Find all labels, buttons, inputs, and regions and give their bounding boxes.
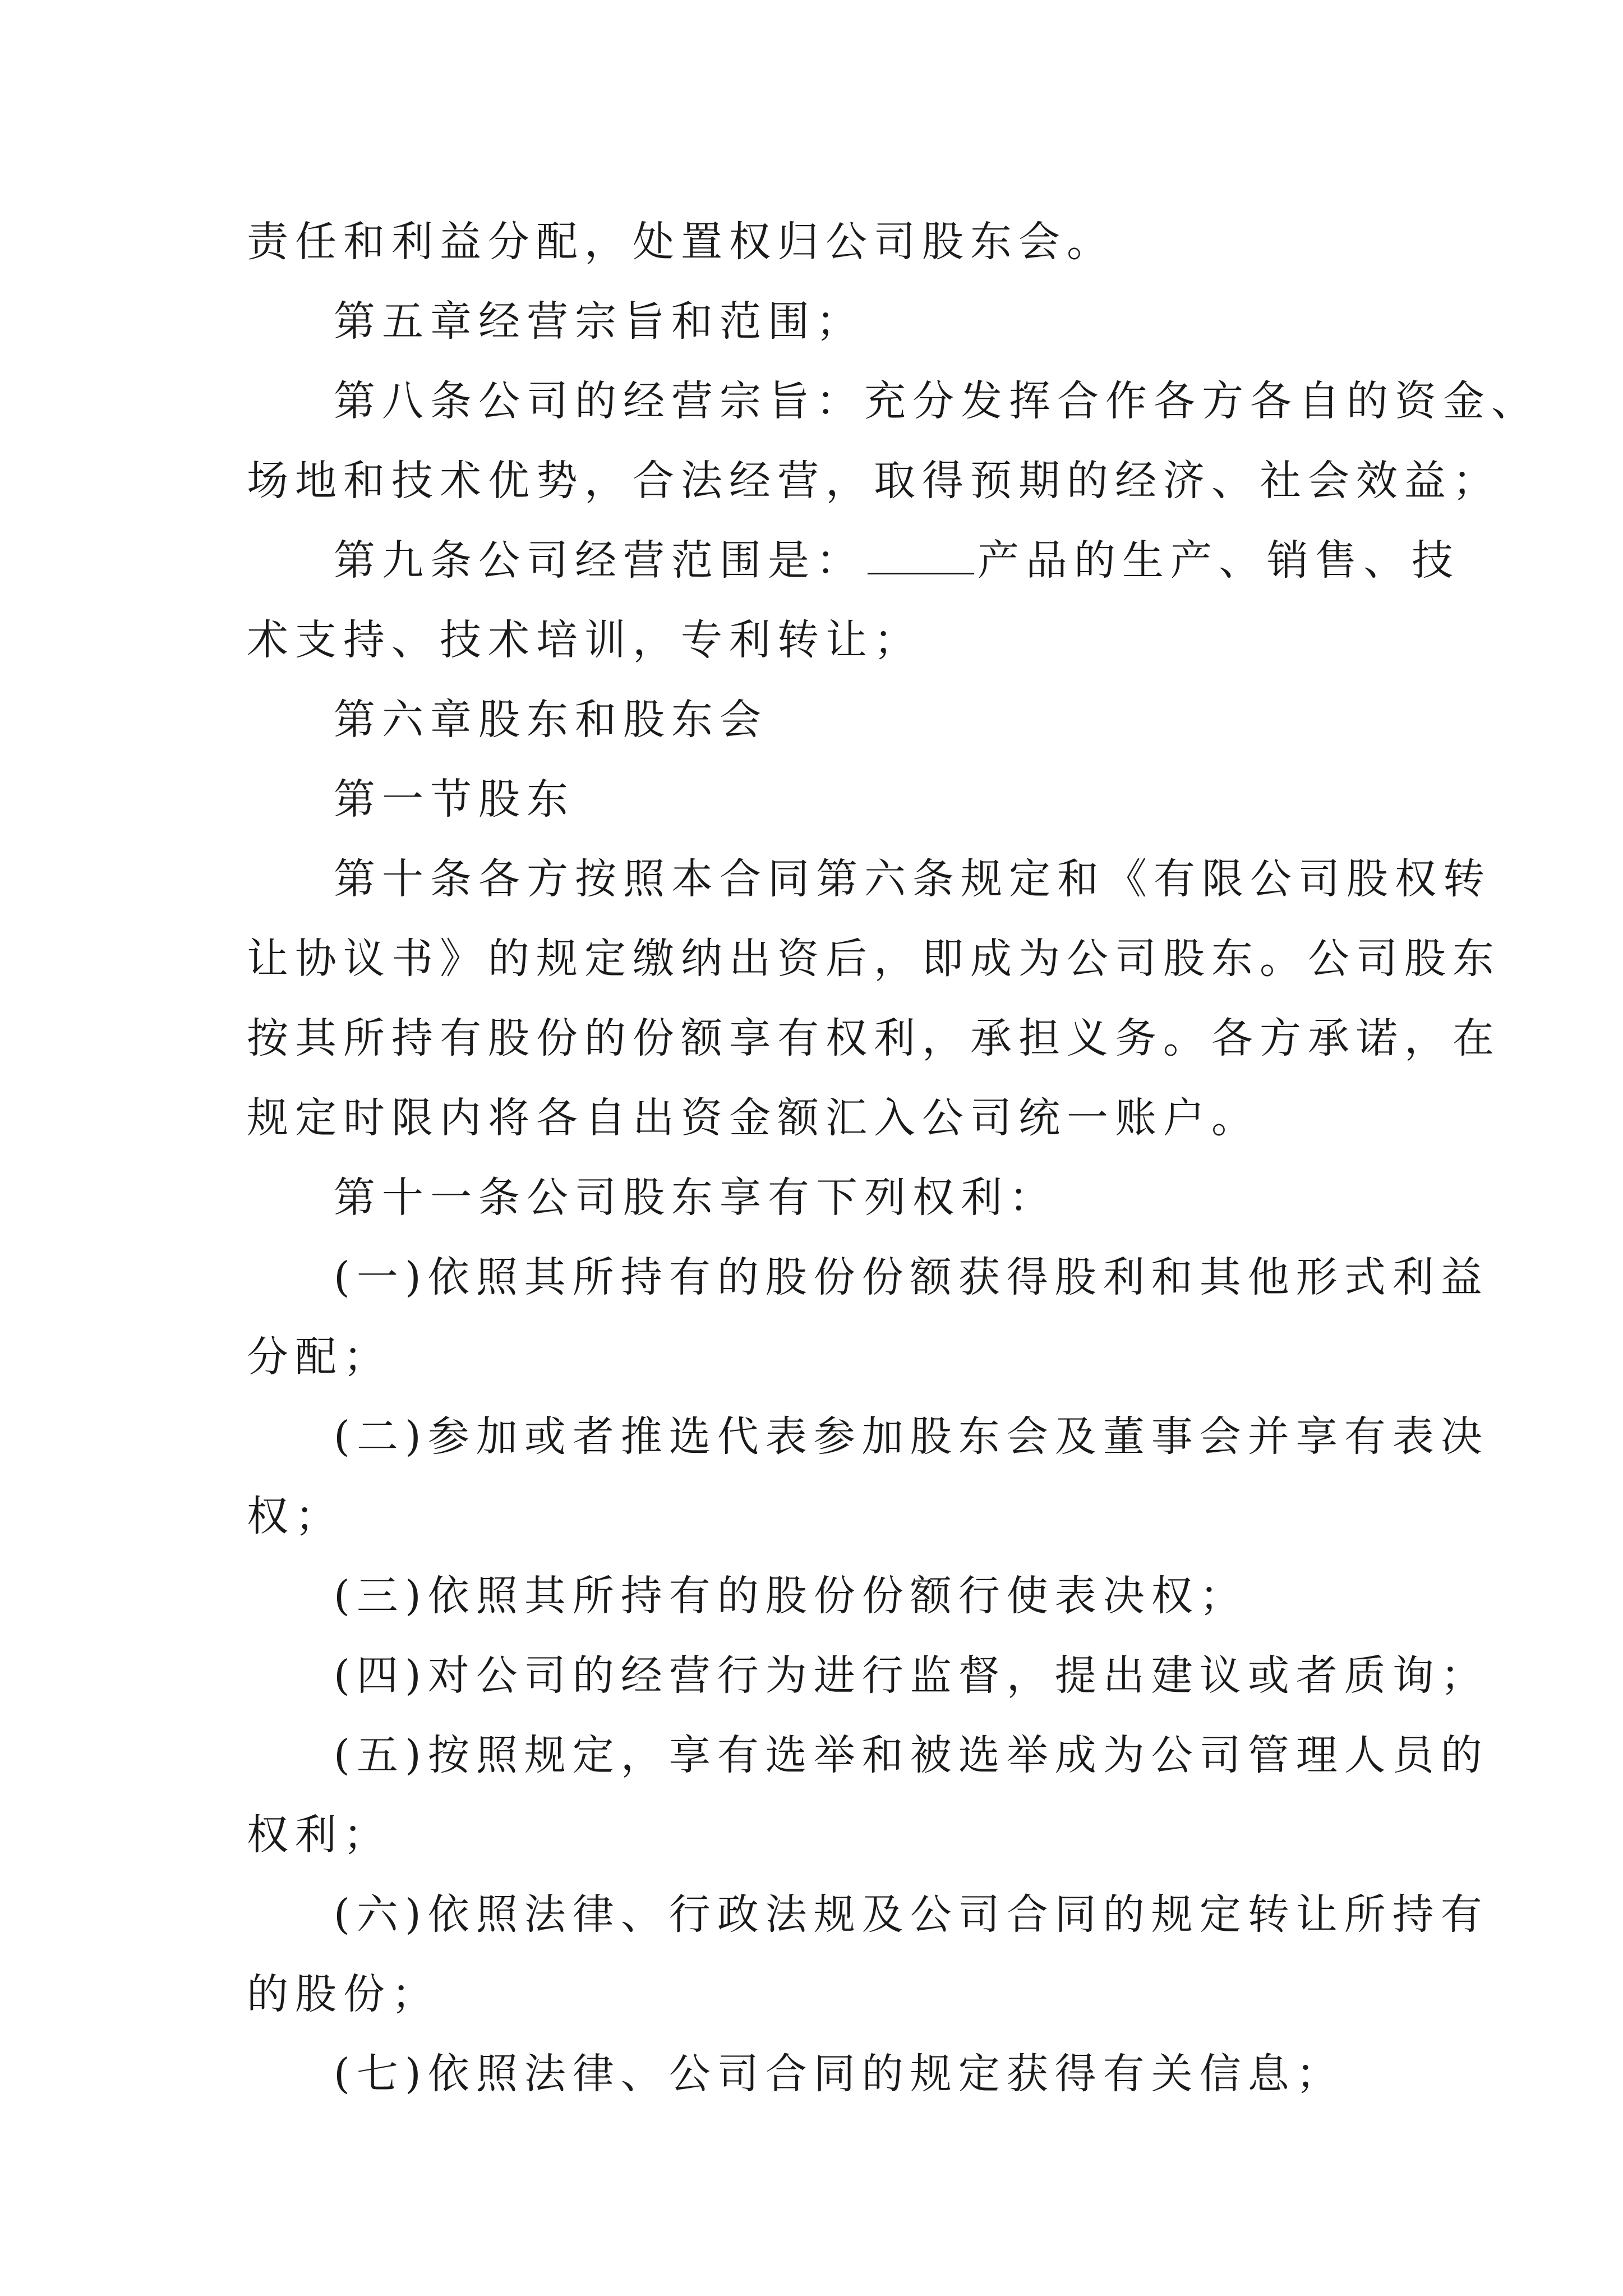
article-line: 第十条各方按照本合同第六条规定和《有限公司股权转 [334, 855, 1491, 903]
article-line: 第八条公司的经营宗旨：充分发挥合作各方各自的资金、 [334, 377, 1539, 425]
text-line: 术支持、技术培训，专利转让； [247, 616, 922, 664]
chapter-heading: 第五章经营宗旨和范围； [334, 297, 864, 346]
article-text: 第九条公司经营范围是： [334, 536, 864, 585]
list-item: (三)依照其所持有的股份份额行使表决权； [334, 1572, 1248, 1620]
text-line: 分配； [247, 1333, 391, 1381]
list-item: (四)对公司的经营行为进行监督，提出建议或者质询； [334, 1651, 1489, 1700]
text-line: 的股份； [247, 1970, 440, 2018]
text-line: 权利； [247, 1811, 391, 1859]
text-line: 规定时限内将各自出资金额汇入公司统一账户。 [247, 1094, 1260, 1142]
chapter-heading: 第六章股东和股东会 [334, 696, 768, 744]
article-text: 产品的生产、销售、技 [978, 536, 1460, 585]
section-heading: 第一节股东 [334, 775, 575, 823]
list-item: (七)依照法律、公司合同的规定获得有关信息； [334, 2050, 1344, 2098]
document-body [247, 202, 1539, 2114]
list-item: (二)参加或者推选代表参加股东会及董事会并享有表决 [334, 1412, 1489, 1461]
list-item: (一)依照其所持有的股份份额获得股利和其他形式利益 [334, 1253, 1489, 1301]
fill-in-blank [868, 533, 974, 574]
article-line: 第十一条公司股东享有下列权利： [334, 1174, 1057, 1222]
article-line-with-blank [247, 521, 1460, 600]
text-line: 按其所持有股份的份额享有权利，承担义务。各方承诺，在 [247, 1014, 1501, 1062]
text-line: 责任和利益分配，处置权归公司股东会。 [247, 218, 1115, 266]
list-item: (五)按照规定，享有选举和被选举成为公司管理人员的 [334, 1731, 1489, 1779]
text-line: 让协议书》的规定缴纳出资后，即成为公司股东。公司股东 [247, 935, 1501, 983]
list-item: (六)依照法律、行政法规及公司合同的规定转让所持有 [334, 1890, 1489, 1939]
text-line: 权； [247, 1492, 343, 1540]
text-line: 场地和技术优势，合法经营，取得预期的经济、社会效益； [247, 457, 1501, 505]
